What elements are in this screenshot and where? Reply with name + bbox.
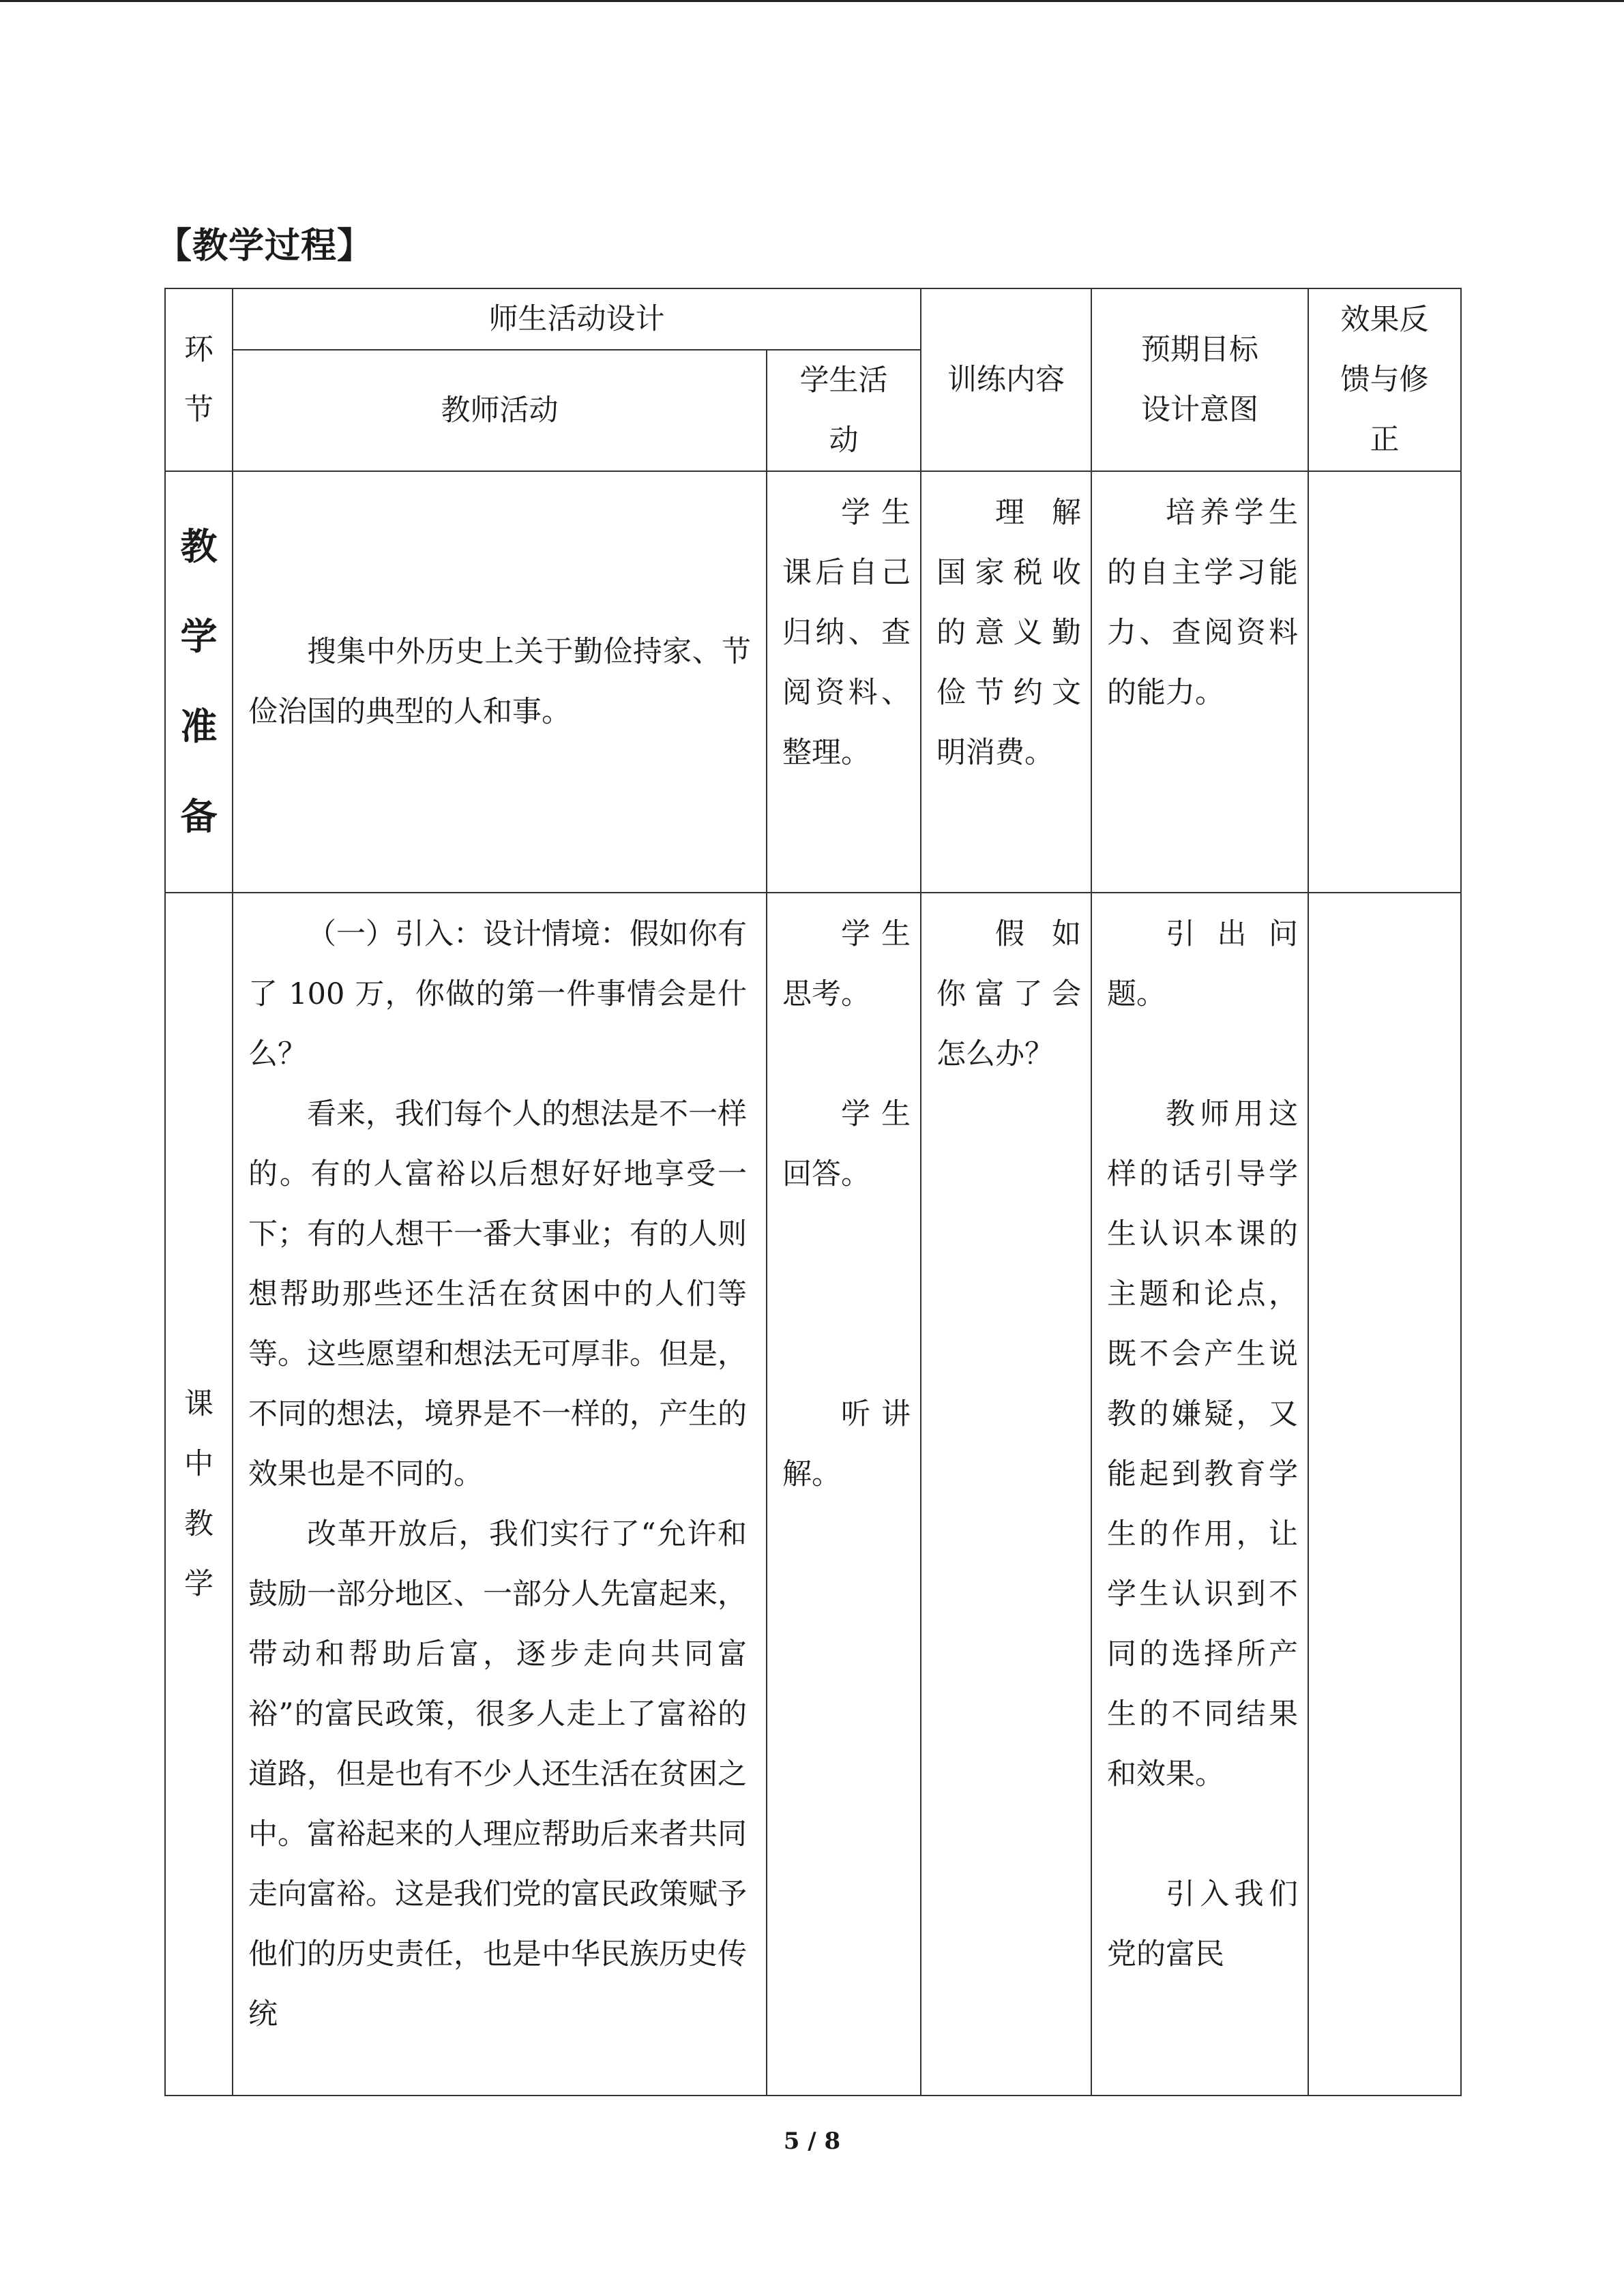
student-activity-answer: 学生回答。 (782, 1097, 911, 1191)
header-stage: 环节 (165, 288, 233, 471)
page-number: 5 / 8 (783, 2128, 841, 2155)
page-heading: 【教学过程】 (156, 226, 374, 267)
header-training: 训练内容 (921, 288, 1091, 471)
header-row-1 (165, 288, 1461, 350)
class-teacher-activity (233, 893, 767, 2096)
class-goal (1091, 893, 1308, 2096)
student-activity-listen: 听讲解。 (782, 1397, 911, 1491)
teacher-paragraph-3: 改革开放后，我们实行了“允许和鼓励一部分地区、一部分人先富起来，带动和帮助后富，逐步走向共同富裕”的富民政策，很多人走上了富裕的道路，但是也有不少人还生活在贫困之中。富裕起来的人理应帮助后来者共同走向富裕。这是我们党的富民政策赋予他们的历史责任，也是中华民族历史传统 (248, 1517, 747, 2031)
goal-intro: 引出问题。 (1107, 917, 1298, 1011)
header-student: 学生活动 (767, 350, 921, 471)
header-activity-group: 师生活动设计 (233, 288, 921, 350)
top-border-line (0, 0, 1624, 2)
header-feedback: 效果反馈与修正 (1308, 288, 1461, 471)
class-student-activity (767, 893, 921, 2096)
header-teacher: 教师活动 (233, 350, 767, 471)
prep-student-activity: 学生课后自己归纳、查阅资料、整理。 (767, 471, 921, 893)
teacher-paragraph-intro: （一）引入：设计情境：假如你有了 100 万，你做的第一件事情会是什么？ (248, 917, 747, 1071)
teacher-paragraph-2: 看来，我们每个人的想法是不一样的。有的人富裕以后想好好地享受一下；有的人想干一番大事业；有的人则想帮助那些还生活在贫困中的人们等等。这些愿望和想法无可厚非。但是，不同的想法，境界是不一样的，产生的效果也是不同的。 (248, 1097, 747, 1491)
prep-goal: 培养学生的自主学习能力、查阅资料的能力。 (1091, 471, 1308, 893)
goal-policy: 引入我们党的富民 (1107, 1877, 1298, 1971)
prep-training-content: 理解国家税收的意义勤俭节约文明消费。 (921, 471, 1091, 893)
stage-teaching-prep: 教学准备 (165, 471, 233, 893)
class-feedback (1308, 893, 1461, 2096)
header-goal: 预期目标设计意图 (1091, 288, 1308, 471)
row-teaching-prep (165, 471, 1461, 893)
prep-feedback (1308, 471, 1461, 893)
class-training-content: 假如你富了会怎么办？ (921, 893, 1091, 2096)
row-class-teaching (165, 893, 1461, 2096)
goal-guide: 教师用这样的话引导学生认识本课的主题和论点，既不会产生说教的嫌疑，又能起到教育学生的作用，让学生认识到不同的选择所产生的不同结果和效果。 (1107, 1097, 1298, 1791)
lesson-plan-table (164, 288, 1462, 2096)
prep-teacher-activity: 搜集中外历史上关于勤俭持家、节俭治国的典型的人和事。 (233, 471, 767, 893)
student-activity-think: 学生思考。 (782, 917, 911, 1011)
stage-class-teaching: 课中教学 (165, 893, 233, 2096)
